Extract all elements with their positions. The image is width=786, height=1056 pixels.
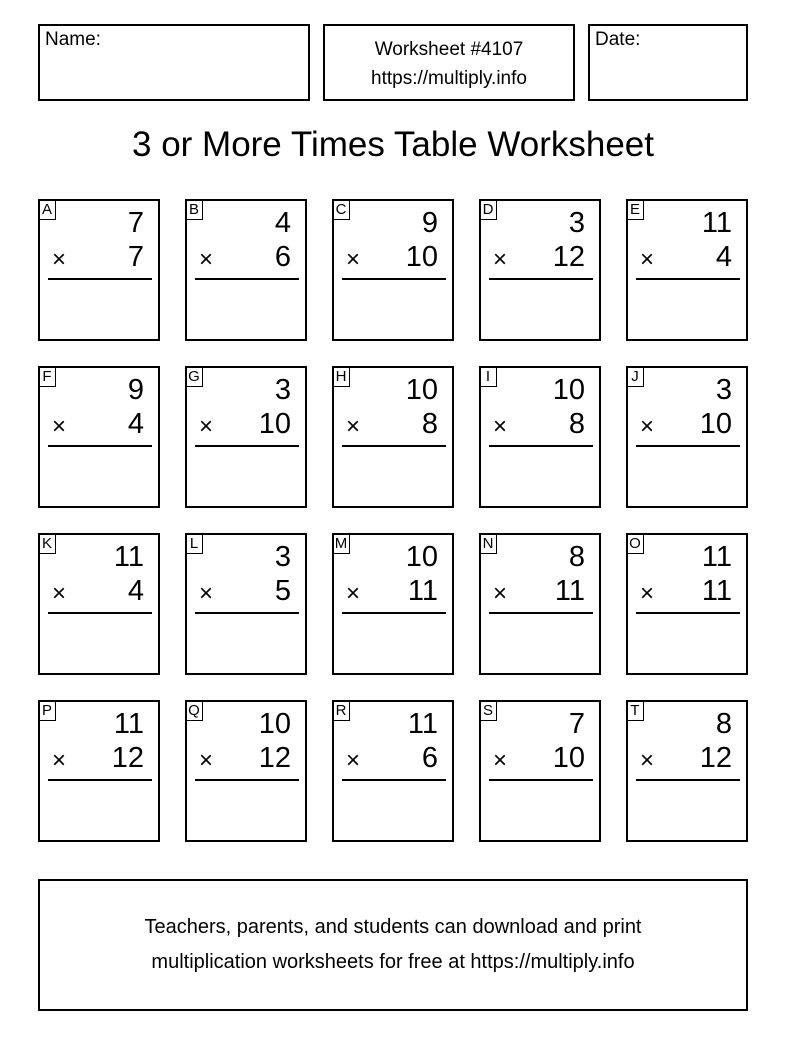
problem-h[interactable] — [332, 366, 454, 508]
problem-letter: R — [332, 700, 350, 721]
date-label: Date: — [595, 29, 641, 50]
problem-letter: A — [38, 199, 56, 220]
date-box[interactable] — [588, 24, 748, 101]
times-sign: × — [52, 413, 67, 440]
multiplicand: 10 — [552, 374, 585, 406]
multiplicand: 10 — [405, 541, 438, 573]
multiplier: 4 — [127, 575, 144, 607]
multiplier: 10 — [552, 742, 585, 774]
times-sign: × — [346, 413, 361, 440]
multiplier: 10 — [699, 408, 732, 440]
answer-line — [48, 278, 152, 280]
multiplier: 12 — [111, 742, 144, 774]
multiplier: 4 — [715, 241, 732, 273]
answer-line — [489, 612, 593, 614]
footer-line-2: multiplication worksheets for free at https://multiply.info — [151, 951, 635, 973]
answer-line — [195, 278, 299, 280]
footer-line-1: Teachers, parents, and students can download and print — [144, 916, 642, 938]
times-sign: × — [493, 246, 508, 273]
times-sign: × — [199, 246, 214, 273]
multiplier: 11 — [554, 575, 585, 607]
problem-letter: N — [479, 533, 497, 554]
name-label: Name: — [45, 29, 101, 50]
multiplicand: 11 — [113, 708, 144, 740]
problem-letter: L — [185, 533, 203, 554]
times-sign: × — [640, 747, 655, 774]
multiplier: 8 — [568, 408, 585, 440]
times-sign: × — [199, 580, 214, 607]
answer-line — [342, 612, 446, 614]
multiplier: 11 — [701, 575, 732, 607]
times-sign: × — [493, 580, 508, 607]
problem-j[interactable] — [626, 366, 748, 508]
answer-line — [636, 445, 740, 447]
footer-box — [38, 879, 748, 1011]
problem-l[interactable] — [185, 533, 307, 675]
times-sign: × — [199, 413, 214, 440]
multiplier: 4 — [127, 408, 144, 440]
problem-letter: B — [185, 199, 203, 220]
worksheet-url: https://multiply.info — [371, 68, 527, 89]
answer-line — [48, 445, 152, 447]
answer-line — [342, 278, 446, 280]
problem-letter: E — [626, 199, 644, 220]
multiplicand: 10 — [405, 374, 438, 406]
problem-n[interactable] — [479, 533, 601, 675]
problem-k[interactable] — [38, 533, 160, 675]
problem-m[interactable] — [332, 533, 454, 675]
answer-line — [489, 445, 593, 447]
multiplicand: 4 — [274, 207, 291, 239]
times-sign: × — [640, 413, 655, 440]
multiplicand: 3 — [568, 207, 585, 239]
times-sign: × — [493, 413, 508, 440]
problem-letter: P — [38, 700, 56, 721]
multiplier: 6 — [274, 241, 291, 273]
multiplicand: 11 — [407, 708, 438, 740]
multiplicand: 8 — [715, 708, 732, 740]
problem-letter: T — [626, 700, 644, 721]
answer-line — [48, 612, 152, 614]
problem-c[interactable] — [332, 199, 454, 341]
multiplicand: 7 — [568, 708, 585, 740]
multiplier: 6 — [421, 742, 438, 774]
multiplier: 12 — [699, 742, 732, 774]
answer-line — [636, 612, 740, 614]
problem-letter: I — [479, 366, 497, 387]
times-sign: × — [346, 747, 361, 774]
multiplicand: 9 — [127, 374, 144, 406]
multiplicand: 10 — [258, 708, 291, 740]
multiplier: 5 — [274, 575, 291, 607]
problem-e[interactable] — [626, 199, 748, 341]
multiplicand: 11 — [701, 207, 732, 239]
problem-letter: G — [185, 366, 203, 387]
problem-o[interactable] — [626, 533, 748, 675]
times-sign: × — [52, 580, 67, 607]
problem-i[interactable] — [479, 366, 601, 508]
multiplier: 11 — [407, 575, 438, 607]
multiplicand: 3 — [274, 541, 291, 573]
problem-d[interactable] — [479, 199, 601, 341]
multiplicand: 11 — [701, 541, 732, 573]
answer-line — [342, 779, 446, 781]
worksheet-info-box — [323, 24, 575, 101]
problem-f[interactable] — [38, 366, 160, 508]
answer-line — [195, 445, 299, 447]
answer-line — [489, 278, 593, 280]
multiplier: 8 — [421, 408, 438, 440]
times-sign: × — [493, 747, 508, 774]
answer-line — [195, 612, 299, 614]
times-sign: × — [640, 246, 655, 273]
problem-p[interactable] — [38, 700, 160, 842]
answer-line — [636, 278, 740, 280]
problem-letter: C — [332, 199, 350, 220]
answer-line — [48, 779, 152, 781]
name-box[interactable] — [38, 24, 310, 101]
times-sign: × — [346, 246, 361, 273]
problem-letter: D — [479, 199, 497, 220]
problem-letter: S — [479, 700, 497, 721]
problem-g[interactable] — [185, 366, 307, 508]
multiplicand: 8 — [568, 541, 585, 573]
problem-letter: M — [332, 533, 350, 554]
multiplier: 12 — [552, 241, 585, 273]
times-sign: × — [640, 580, 655, 607]
times-sign: × — [52, 246, 67, 273]
multiplicand: 3 — [715, 374, 732, 406]
times-sign: × — [346, 580, 361, 607]
multiplier: 10 — [258, 408, 291, 440]
problem-letter: K — [38, 533, 56, 554]
problem-letter: Q — [185, 700, 203, 721]
multiplicand: 7 — [127, 207, 144, 239]
multiplier: 7 — [127, 241, 144, 273]
answer-line — [342, 445, 446, 447]
multiplicand: 3 — [274, 374, 291, 406]
worksheet-number: Worksheet #4107 — [374, 39, 524, 60]
page-title: 3 or More Times Table Worksheet — [132, 125, 654, 164]
problem-letter: J — [626, 366, 644, 387]
answer-line — [489, 779, 593, 781]
multiplicand: 11 — [113, 541, 144, 573]
answer-line — [636, 779, 740, 781]
problem-r[interactable] — [332, 700, 454, 842]
times-sign: × — [199, 747, 214, 774]
multiplier: 10 — [405, 241, 438, 273]
problem-q[interactable] — [185, 700, 307, 842]
multiplier: 12 — [258, 742, 291, 774]
problem-b[interactable] — [185, 199, 307, 341]
problem-t[interactable] — [626, 700, 748, 842]
multiplicand: 9 — [421, 207, 438, 239]
problem-letter: O — [626, 533, 644, 554]
problem-letter: F — [38, 366, 56, 387]
answer-line — [195, 779, 299, 781]
problem-a[interactable] — [38, 199, 160, 341]
times-sign: × — [52, 747, 67, 774]
problem-letter: H — [332, 366, 350, 387]
problem-s[interactable] — [479, 700, 601, 842]
